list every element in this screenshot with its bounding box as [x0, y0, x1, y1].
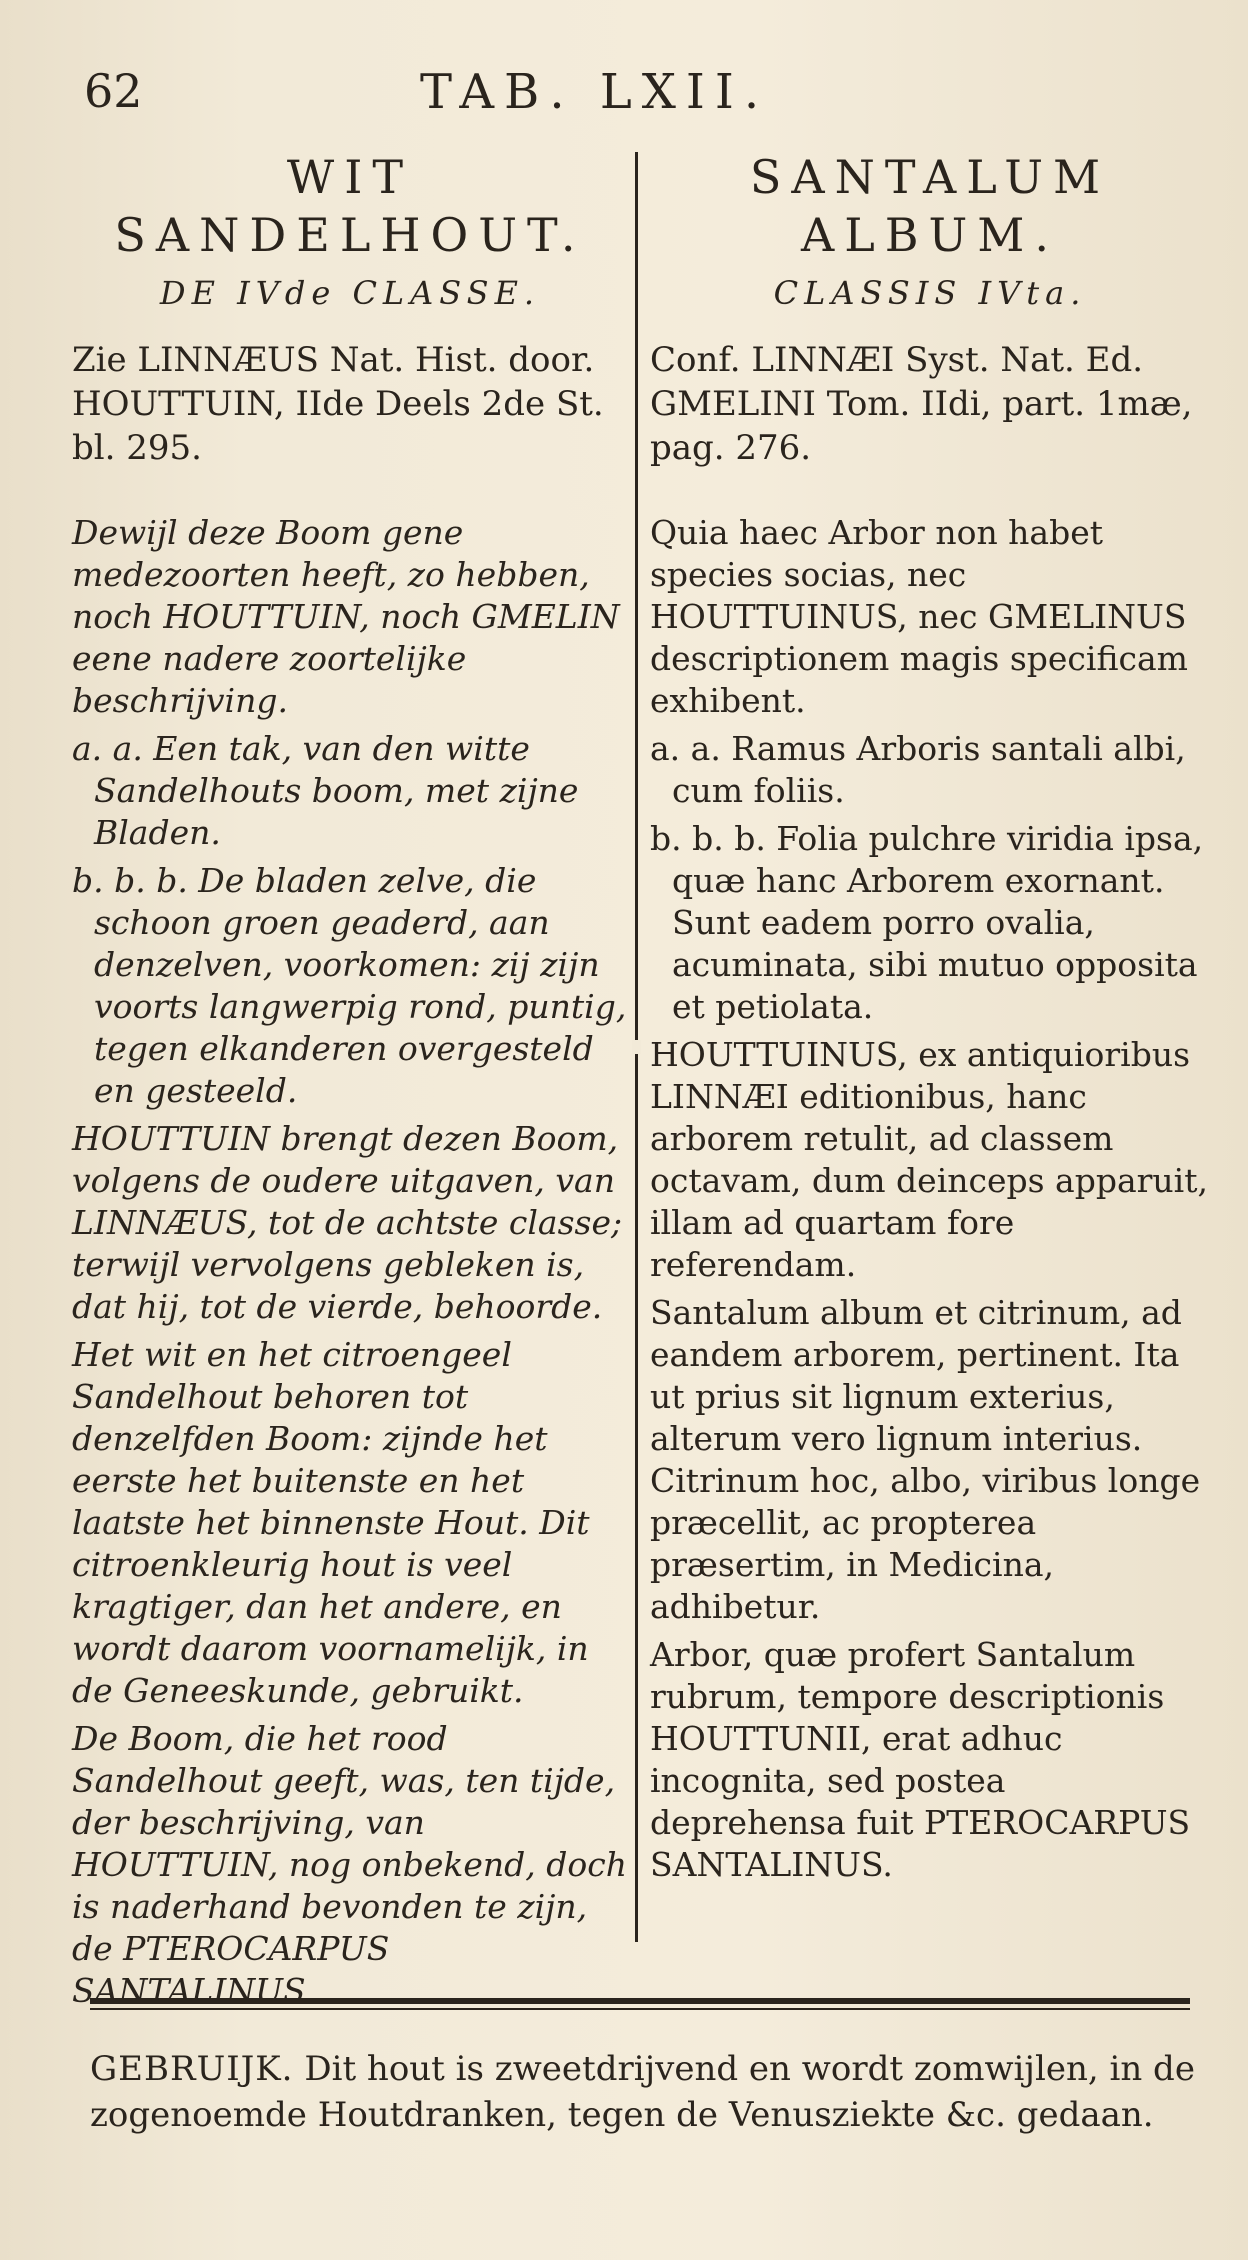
- page-number: 62: [84, 64, 143, 118]
- dutch-paragraph: a. a. Een tak, van den witte Sandelhouts boom, met zijne Bladen.: [72, 729, 579, 852]
- dutch-column: [72, 148, 628, 2018]
- latin-paragraph: Arbor, quæ profert Santalum rubrum, tempore descriptionis HOUTTUNII, erat adhuc incognita, sed postea deprehensa fuit PTEROCARPUS SANTALINUS.: [650, 1635, 1191, 1884]
- column-divider-gap: [632, 1040, 641, 1054]
- plate-title: TAB. LXII.: [420, 64, 770, 120]
- latin-paragraph: Santalum album et citrinum, ad eandem arborem, pertinent. Ita ut prius sit lignum exterius, alterum vero lignum interius. Citrinum hoc, albo, viribus longe præcellit, ac propterea præsertim, in Medicina, adhibetur.: [650, 1293, 1201, 1626]
- latin-paragraph: Quia haec Arbor non habet species socias, nec HOUTTUINUS, nec GMELINUS descriptionem magis specificam exhibent.: [650, 513, 1188, 720]
- latin-title-line-2: ALBUM.: [800, 208, 1060, 262]
- dutch-paragraph: HOUTTUIN brengt dezen Boom, volgens de oudere uitgaven, van LINNÆUS, tot de achtste classe; terwijl vervolgens gebleken is, dat hij, tot de vierde, behoorde.: [72, 1119, 623, 1326]
- dutch-paragraph: Het wit en het citroengeel Sandelhout behoren tot denzelfden Boom: zijnde het eerste het buitenste en het laatste het binnenste Hout. Dit citroenkleurig hout is veel kragtiger, dan het andere, en wordt daarom voornamelijk, in de Geneeskunde, gebruikt.: [72, 1335, 590, 1710]
- latin-reference: Conf. LINNÆI Syst. Nat. Ed. GMELINI Tom. IIdi, part. 1mæ, pag. 276.: [650, 340, 1193, 468]
- dutch-paragraph: Dewijl deze Boom gene medezoorten heeft, zo hebben, noch HOUTTUIN, noch GMELIN eene nadere zoortelijke beschrijving.: [72, 513, 620, 720]
- latin-paragraph: b. b. b. Folia pulchre viridia ipsa, quæ hanc Arborem exornant. Sunt eadem porro ovalia, acuminata, sibi mutuo opposita et petiolata.: [650, 819, 1204, 1026]
- section-rule-thin: [90, 2008, 1190, 2010]
- latin-column: [650, 148, 1210, 1892]
- dutch-title-line-1: WIT: [286, 150, 414, 204]
- page-header: [0, 64, 1248, 124]
- latin-paragraph: HOUTTUINUS, ex antiquioribus LINNÆI editionibus, hanc arborem retulit, ad classem octavam, dum deinceps apparuit, illam ad quartam fore referendam.: [650, 1035, 1208, 1284]
- dutch-paragraph: b. b. b. De bladen zelve, die schoon groen geaderd, aan denzelven, voorkomen: zij zijn voorts langwerpig rond, puntig, tegen elkanderen overgesteld en gesteeld.: [72, 861, 627, 1110]
- latin-title-line-1: SANTALUM: [749, 150, 1111, 204]
- usage-text: Dit hout is zweetdrijvend en wordt zomwijlen, in de zogenoemde Houtdranken, tegen de Venusziekte &c. gedaan.: [90, 2049, 1195, 2135]
- dutch-reference: Zie LINNÆUS Nat. Hist. door. HOUTTUIN, IIde Deels 2de St. bl. 295.: [72, 340, 604, 468]
- latin-paragraph: a. a. Ramus Arboris santali albi, cum foliis.: [650, 729, 1186, 810]
- usage-label: GEBRUIJK.: [90, 2049, 294, 2089]
- latin-class-heading: CLASSIS IVta.: [773, 274, 1087, 312]
- dutch-paragraph: De Boom, die het rood Sandelhout geeft, was, ten tijde, der beschrijving, van HOUTTUIN, nog onbekend, doch is naderhand bevonden te zijn, de PTEROCARPUS SANTALINUS.: [72, 1719, 627, 2010]
- section-rule: [90, 1998, 1190, 2004]
- dutch-class-heading: DE IVde CLASSE.: [159, 274, 541, 312]
- dutch-title-line-2: SANDELHOUT.: [114, 208, 586, 262]
- usage-note: [90, 2046, 1200, 2138]
